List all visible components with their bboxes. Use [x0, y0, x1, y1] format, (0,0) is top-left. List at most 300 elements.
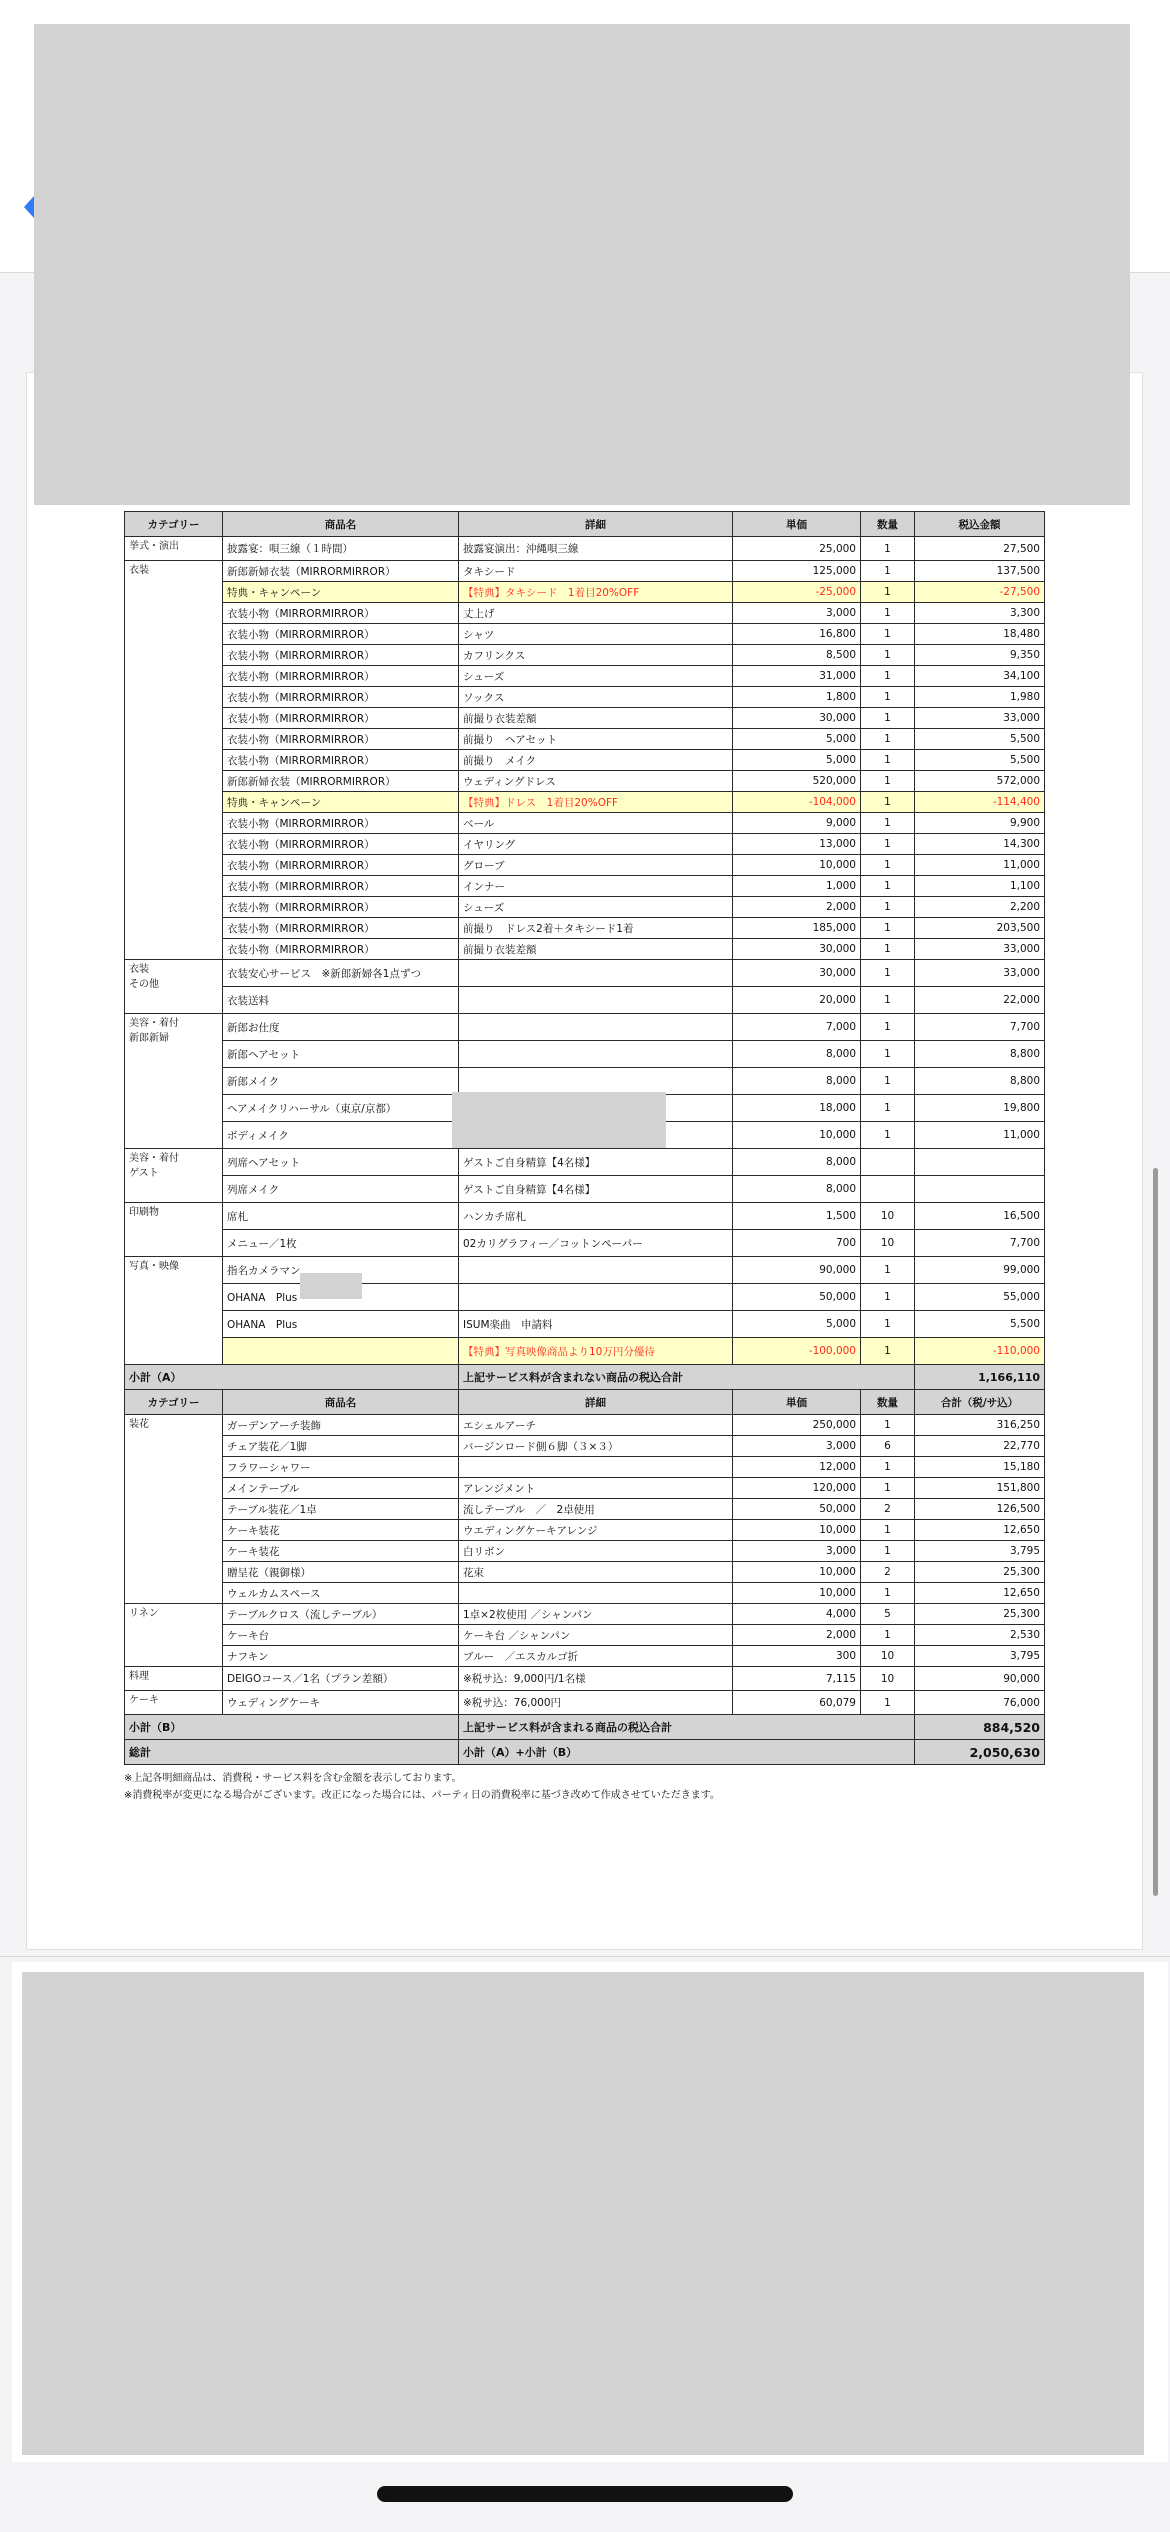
unit-price-cell: 8,500	[733, 645, 861, 666]
subtotal-b-label: 小計（B）	[125, 1715, 459, 1740]
product-cell: 衣装小物（MIRRORMIRROR）	[223, 876, 459, 897]
subtotal-a-value: 1,166,110	[915, 1365, 1045, 1390]
table-row	[125, 792, 1045, 813]
header-unit-price: 単価	[733, 1390, 861, 1415]
total-cell: 7,700	[915, 1230, 1045, 1257]
unit-price-cell: 31,000	[733, 666, 861, 687]
table-row	[125, 1478, 1045, 1499]
footnotes	[124, 1771, 1044, 1804]
unit-price-cell: 8,000	[733, 1068, 861, 1095]
table-row	[125, 729, 1045, 750]
unit-price-cell: 7,000	[733, 1014, 861, 1041]
detail-cell: 白リボン	[459, 1541, 733, 1562]
quantity-cell: 1	[861, 1625, 915, 1646]
unit-price-cell: 50,000	[733, 1499, 861, 1520]
total-cell: 5,500	[915, 750, 1045, 771]
grand-total-value: 2,050,630	[915, 1740, 1045, 1765]
unit-price-cell: 2,000	[733, 897, 861, 918]
unit-price-cell: 520,000	[733, 771, 861, 792]
product-cell: 衣装小物（MIRRORMIRROR）	[223, 834, 459, 855]
unit-price-cell: 12,000	[733, 1457, 861, 1478]
product-cell: 新郎お仕度	[223, 1014, 459, 1041]
product-cell: 衣装小物（MIRRORMIRROR）	[223, 645, 459, 666]
total-cell: 33,000	[915, 960, 1045, 987]
table-row	[125, 1230, 1045, 1257]
quantity-cell: 6	[861, 1436, 915, 1457]
header-unit-price: 単価	[733, 512, 861, 537]
table-row	[125, 537, 1045, 561]
total-cell: 33,000	[915, 708, 1045, 729]
table-row	[125, 1646, 1045, 1667]
product-cell: 新郎ヘアセット	[223, 1041, 459, 1068]
detail-cell: カフリンクス	[459, 645, 733, 666]
total-cell: 1,980	[915, 687, 1045, 708]
total-cell: 33,000	[915, 939, 1045, 960]
table-row	[125, 666, 1045, 687]
quantity-cell: 1	[861, 1041, 915, 1068]
total-cell: 3,795	[915, 1646, 1045, 1667]
total-cell: 203,500	[915, 918, 1045, 939]
redacted-header-block	[34, 24, 1130, 505]
unit-price-cell: 10,000	[733, 855, 861, 876]
category-cell: 衣装 その他	[125, 960, 223, 1014]
product-cell: 衣装小物（MIRRORMIRROR）	[223, 855, 459, 876]
detail-cell: ISUM楽曲 申請料	[459, 1311, 733, 1338]
quantity-cell: 1	[861, 1541, 915, 1562]
total-cell: 12,650	[915, 1583, 1045, 1604]
table-row	[125, 834, 1045, 855]
total-cell: 1,100	[915, 876, 1045, 897]
table-row	[125, 1541, 1045, 1562]
quantity-cell: 1	[861, 1478, 915, 1499]
product-cell: 衣装小物（MIRRORMIRROR）	[223, 750, 459, 771]
total-cell: 137,500	[915, 561, 1045, 582]
total-cell: 22,000	[915, 987, 1045, 1014]
unit-price-cell: 7,115	[733, 1667, 861, 1691]
total-cell: -114,400	[915, 792, 1045, 813]
quantity-cell: 1	[861, 1338, 915, 1365]
subtotal-a-row	[125, 1365, 1045, 1390]
unit-price-cell: 700	[733, 1230, 861, 1257]
product-cell: 衣装小物（MIRRORMIRROR）	[223, 687, 459, 708]
product-cell: ウェルカムスペース	[223, 1583, 459, 1604]
subtotal-b-row	[125, 1715, 1045, 1740]
detail-cell: 02カリグラフィー／コットンペーパー	[459, 1230, 733, 1257]
table-row	[125, 1457, 1045, 1478]
total-cell: 8,800	[915, 1068, 1045, 1095]
quantity-cell: 1	[861, 666, 915, 687]
table-row	[125, 813, 1045, 834]
header-product: 商品名	[223, 1390, 459, 1415]
total-cell: 76,000	[915, 1691, 1045, 1715]
detail-cell: 前撮り衣装差額	[459, 708, 733, 729]
quantity-cell: 1	[861, 813, 915, 834]
unit-price-cell: 2,000	[733, 1625, 861, 1646]
product-cell: メインテーブル	[223, 1478, 459, 1499]
detail-cell	[459, 1041, 733, 1068]
detail-cell: ゲストご自身精算【4名様】	[459, 1149, 733, 1176]
table-row	[125, 1284, 1045, 1311]
product-cell: 特典・キャンペーン	[223, 792, 459, 813]
table-body-b	[125, 1415, 1045, 1715]
detail-cell: ウェディングドレス	[459, 771, 733, 792]
detail-cell: 流しテーブル ／ 2卓使用	[459, 1499, 733, 1520]
total-cell: 19,800	[915, 1095, 1045, 1122]
total-cell: 90,000	[915, 1667, 1045, 1691]
unit-price-cell: 90,000	[733, 1257, 861, 1284]
category-cell: 衣装	[125, 561, 223, 960]
unit-price-cell: -100,000	[733, 1338, 861, 1365]
total-cell: 3,795	[915, 1541, 1045, 1562]
detail-cell: 丈上げ	[459, 603, 733, 624]
detail-cell: エシェルアーチ	[459, 1415, 733, 1436]
product-cell: ウェディングケーキ	[223, 1691, 459, 1715]
total-cell: 55,000	[915, 1284, 1045, 1311]
category-cell: 写真・映像	[125, 1257, 223, 1365]
product-cell: 衣装小物（MIRRORMIRROR）	[223, 729, 459, 750]
detail-cell: 前撮り ヘアセット	[459, 729, 733, 750]
total-cell: 16,500	[915, 1203, 1045, 1230]
unit-price-cell: 185,000	[733, 918, 861, 939]
table-row	[125, 750, 1045, 771]
quantity-cell: 1	[861, 729, 915, 750]
table-row	[125, 1176, 1045, 1203]
unit-price-cell: 10,000	[733, 1520, 861, 1541]
total-cell: 15,180	[915, 1457, 1045, 1478]
product-cell: 衣装小物（MIRRORMIRROR）	[223, 603, 459, 624]
total-cell: 151,800	[915, 1478, 1045, 1499]
product-cell: 新郎新婦衣装（MIRRORMIRROR）	[223, 561, 459, 582]
footnote: ※上記各明細商品は、消費税・サービス料を含む金額を表示しております。	[124, 1773, 462, 1784]
detail-cell: インナー	[459, 876, 733, 897]
unit-price-cell: 9,000	[733, 813, 861, 834]
table-row	[125, 1149, 1045, 1176]
header-category: カテゴリー	[125, 512, 223, 537]
table-row	[125, 624, 1045, 645]
quantity-cell: 1	[861, 687, 915, 708]
product-cell: 列席メイク	[223, 1176, 459, 1203]
divider	[0, 1956, 1170, 1957]
product-cell: 衣装小物（MIRRORMIRROR）	[223, 666, 459, 687]
table-row	[125, 960, 1045, 987]
detail-cell: 1卓×2枚使用 ／シャンパン	[459, 1604, 733, 1625]
table-row	[125, 1338, 1045, 1365]
header-quantity: 数量	[861, 512, 915, 537]
quantity-cell: 1	[861, 771, 915, 792]
total-cell: 572,000	[915, 771, 1045, 792]
detail-cell: ソックス	[459, 687, 733, 708]
detail-cell	[459, 987, 733, 1014]
detail-cell: ※税サ込：9,000円/1名様	[459, 1667, 733, 1691]
unit-price-cell: 16,800	[733, 624, 861, 645]
total-cell: 11,000	[915, 1122, 1045, 1149]
total-cell	[915, 1149, 1045, 1176]
table-row	[125, 1014, 1045, 1041]
product-cell: 衣装小物（MIRRORMIRROR）	[223, 897, 459, 918]
unit-price-cell: 30,000	[733, 708, 861, 729]
quantity-cell: 1	[861, 987, 915, 1014]
table-body-a	[125, 537, 1045, 1365]
table-row	[125, 939, 1045, 960]
table-header-a	[125, 512, 1045, 537]
product-cell: 衣装送料	[223, 987, 459, 1014]
unit-price-cell: 8,000	[733, 1041, 861, 1068]
quantity-cell: 1	[861, 939, 915, 960]
table-row	[125, 1562, 1045, 1583]
detail-cell	[459, 960, 733, 987]
table-row	[125, 1604, 1045, 1625]
table-row	[125, 771, 1045, 792]
unit-price-cell: 13,000	[733, 834, 861, 855]
quantity-cell: 1	[861, 1257, 915, 1284]
table-row	[125, 708, 1045, 729]
quantity-cell: 1	[861, 561, 915, 582]
quantity-cell: 1	[861, 1691, 915, 1715]
detail-cell	[459, 1583, 733, 1604]
unit-price-cell: 20,000	[733, 987, 861, 1014]
redacted-bottom-block	[22, 1972, 1144, 2455]
detail-cell	[459, 1014, 733, 1041]
quantity-cell: 1	[861, 1583, 915, 1604]
detail-cell: アレンジメント	[459, 1478, 733, 1499]
category-cell: 美容・着付 ゲスト	[125, 1149, 223, 1203]
unit-price-cell: 25,000	[733, 537, 861, 561]
total-cell: 2,200	[915, 897, 1045, 918]
redacted-detail-block	[452, 1092, 666, 1148]
total-cell: 25,300	[915, 1604, 1045, 1625]
header-detail: 詳細	[459, 1390, 733, 1415]
category-cell: 料理	[125, 1667, 223, 1691]
quantity-cell: 1	[861, 1311, 915, 1338]
quantity-cell: 1	[861, 876, 915, 897]
quantity-cell: 1	[861, 750, 915, 771]
total-cell: 9,900	[915, 813, 1045, 834]
product-cell: 特典・キャンペーン	[223, 582, 459, 603]
table-row	[125, 1499, 1045, 1520]
detail-cell: 前撮り ドレス2着＋タキシード1着	[459, 918, 733, 939]
quantity-cell: 10	[861, 1667, 915, 1691]
redacted-photographer-name	[300, 1273, 362, 1299]
table-row	[125, 918, 1045, 939]
detail-cell: 前撮り メイク	[459, 750, 733, 771]
detail-cell	[459, 1457, 733, 1478]
subtotal-a-label: 小計（A）	[125, 1365, 459, 1390]
detail-cell: イヤリング	[459, 834, 733, 855]
detail-cell: シューズ	[459, 666, 733, 687]
product-cell: 衣装小物（MIRRORMIRROR）	[223, 624, 459, 645]
detail-cell: 【特典】写真映像商品より10万円分優待	[459, 1338, 733, 1365]
table-row	[125, 1257, 1045, 1284]
table-row	[125, 1415, 1045, 1436]
product-cell: ケーキ台	[223, 1625, 459, 1646]
unit-price-cell: 1,500	[733, 1203, 861, 1230]
quantity-cell: 10	[861, 1230, 915, 1257]
header-category: カテゴリー	[125, 1390, 223, 1415]
unit-price-cell: 18,000	[733, 1095, 861, 1122]
quantity-cell	[861, 1149, 915, 1176]
detail-cell: ブルー ／エスカルゴ折	[459, 1646, 733, 1667]
product-cell: 新郎メイク	[223, 1068, 459, 1095]
detail-cell	[459, 1068, 733, 1095]
unit-price-cell: 50,000	[733, 1284, 861, 1311]
estimate-sheet	[124, 511, 1044, 1804]
total-cell: -27,500	[915, 582, 1045, 603]
unit-price-cell: -104,000	[733, 792, 861, 813]
unit-price-cell: 120,000	[733, 1478, 861, 1499]
detail-cell: タキシード	[459, 561, 733, 582]
category-cell: ケーキ	[125, 1691, 223, 1715]
table-row	[125, 1068, 1045, 1095]
product-cell: 衣装安心サービス ※新郎新婦各1点ずつ	[223, 960, 459, 987]
product-cell: テーブルクロス（流しテーブル）	[223, 1604, 459, 1625]
quantity-cell: 1	[861, 1122, 915, 1149]
total-cell: 5,500	[915, 729, 1045, 750]
header-product: 商品名	[223, 512, 459, 537]
unit-price-cell: -25,000	[733, 582, 861, 603]
quantity-cell: 1	[861, 1014, 915, 1041]
quantity-cell: 1	[861, 537, 915, 561]
table-row	[125, 1436, 1045, 1457]
total-cell: 8,800	[915, 1041, 1045, 1068]
grand-total-label: 総計	[125, 1740, 459, 1765]
detail-cell	[459, 1284, 733, 1311]
detail-cell: グローブ	[459, 855, 733, 876]
product-cell: 衣装小物（MIRRORMIRROR）	[223, 939, 459, 960]
total-cell: 9,350	[915, 645, 1045, 666]
table-row	[125, 1691, 1045, 1715]
unit-price-cell: 5,000	[733, 729, 861, 750]
category-cell: リネン	[125, 1604, 223, 1667]
unit-price-cell: 1,800	[733, 687, 861, 708]
quantity-cell	[861, 1176, 915, 1203]
category-cell: 美容・着付 新郎新婦	[125, 1014, 223, 1149]
category-cell: 装花	[125, 1415, 223, 1604]
total-cell: 316,250	[915, 1415, 1045, 1436]
unit-price-cell: 30,000	[733, 939, 861, 960]
unit-price-cell: 8,000	[733, 1149, 861, 1176]
unit-price-cell: 3,000	[733, 1541, 861, 1562]
total-cell: 3,300	[915, 603, 1045, 624]
detail-cell: ウエディングケーキアレンジ	[459, 1520, 733, 1541]
detail-cell: シューズ	[459, 897, 733, 918]
category-cell: 挙式・演出	[125, 537, 223, 561]
total-cell: 22,770	[915, 1436, 1045, 1457]
detail-cell: シャツ	[459, 624, 733, 645]
quantity-cell: 1	[861, 1457, 915, 1478]
product-cell	[223, 1338, 459, 1365]
quantity-cell: 5	[861, 1604, 915, 1625]
product-cell: 新郎新婦衣装（MIRRORMIRROR）	[223, 771, 459, 792]
header-total-b: 合計（税/サ込）	[915, 1390, 1045, 1415]
unit-price-cell: 8,000	[733, 1176, 861, 1203]
quantity-cell: 1	[861, 645, 915, 666]
quantity-cell: 1	[861, 834, 915, 855]
total-cell: 11,000	[915, 855, 1045, 876]
unit-price-cell: 5,000	[733, 750, 861, 771]
table-row	[125, 1311, 1045, 1338]
unit-price-cell: 250,000	[733, 1415, 861, 1436]
header-quantity: 数量	[861, 1390, 915, 1415]
product-cell: ナフキン	[223, 1646, 459, 1667]
header-total: 税込金額	[915, 512, 1045, 537]
product-cell: OHANA Plus	[223, 1284, 459, 1311]
total-cell: 2,530	[915, 1625, 1045, 1646]
product-cell: 衣装小物（MIRRORMIRROR）	[223, 708, 459, 729]
detail-cell: 花束	[459, 1562, 733, 1583]
product-cell: 衣装小物（MIRRORMIRROR）	[223, 813, 459, 834]
quantity-cell: 10	[861, 1646, 915, 1667]
unit-price-cell: 3,000	[733, 1436, 861, 1457]
quantity-cell: 1	[861, 1095, 915, 1122]
quantity-cell: 1	[861, 897, 915, 918]
total-cell: 18,480	[915, 624, 1045, 645]
quantity-cell: 1	[861, 918, 915, 939]
product-cell: 贈呈花（親御様）	[223, 1562, 459, 1583]
product-cell: DEIGOコース／1名（プラン差額）	[223, 1667, 459, 1691]
table-row	[125, 561, 1045, 582]
detail-cell	[459, 1257, 733, 1284]
product-cell: 指名カメラマン	[223, 1257, 459, 1284]
unit-price-cell: 30,000	[733, 960, 861, 987]
unit-price-cell: 10,000	[733, 1562, 861, 1583]
total-cell: 126,500	[915, 1499, 1045, 1520]
product-cell: ケーキ装花	[223, 1541, 459, 1562]
table-row	[125, 1667, 1045, 1691]
quantity-cell: 2	[861, 1499, 915, 1520]
detail-cell: ゲストご自身精算【4名様】	[459, 1176, 733, 1203]
unit-price-cell: 3,000	[733, 603, 861, 624]
total-cell: 25,300	[915, 1562, 1045, 1583]
quantity-cell: 1	[861, 855, 915, 876]
total-cell: 14,300	[915, 834, 1045, 855]
product-cell: ボディメイク	[223, 1122, 459, 1149]
product-cell: 列席ヘアセット	[223, 1149, 459, 1176]
table-row	[125, 603, 1045, 624]
table-row	[125, 1583, 1045, 1604]
total-cell: 7,700	[915, 1014, 1045, 1041]
table-row	[125, 687, 1045, 708]
table-row	[125, 855, 1045, 876]
quantity-cell: 1	[861, 603, 915, 624]
grand-total-row	[125, 1740, 1045, 1765]
detail-cell: ケーキ台 ／シャンパン	[459, 1625, 733, 1646]
quantity-cell: 1	[861, 1068, 915, 1095]
total-cell: 12,650	[915, 1520, 1045, 1541]
product-cell: 披露宴：唄三線（１時間）	[223, 537, 459, 561]
scrollbar[interactable]	[1153, 1168, 1158, 1896]
total-cell: 34,100	[915, 666, 1045, 687]
unit-price-cell: 10,000	[733, 1583, 861, 1604]
detail-cell: バージンロード側６脚（３×３）	[459, 1436, 733, 1457]
product-cell: 衣装小物（MIRRORMIRROR）	[223, 918, 459, 939]
unit-price-cell: 125,000	[733, 561, 861, 582]
home-indicator[interactable]	[377, 2486, 793, 2502]
product-cell: ヘアメイクリハーサル（東京/京都）	[223, 1095, 459, 1122]
unit-price-cell: 4,000	[733, 1604, 861, 1625]
total-cell: 5,500	[915, 1311, 1045, 1338]
back-arrow-icon[interactable]	[24, 196, 34, 218]
grand-total-note: 小計（A）+小計（B）	[459, 1740, 915, 1765]
detail-cell: ※税サ込：76,000円	[459, 1691, 733, 1715]
unit-price-cell: 1,000	[733, 876, 861, 897]
unit-price-cell: 300	[733, 1646, 861, 1667]
table-row	[125, 645, 1045, 666]
table-row	[125, 987, 1045, 1014]
header-detail: 詳細	[459, 512, 733, 537]
subtotal-b-value: 884,520	[915, 1715, 1045, 1740]
detail-cell: 前撮り衣装差額	[459, 939, 733, 960]
quantity-cell: 1	[861, 792, 915, 813]
